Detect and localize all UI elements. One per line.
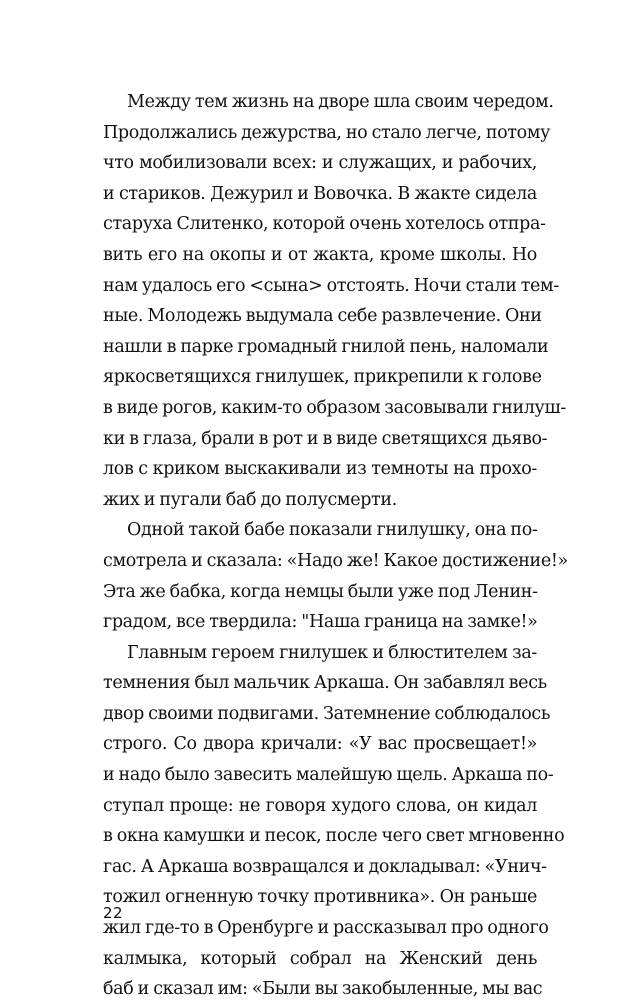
text-line: вить его на окопы и от жакта, кроме школы. Но bbox=[103, 244, 537, 265]
text-line: калмыка, который собрал на Женский день bbox=[103, 948, 537, 969]
text-line: и надо было завесить малейшую щель. Аркаша по- bbox=[103, 765, 554, 786]
page-number: 22 bbox=[103, 904, 124, 922]
text-line: жих и пугали баб до полусмерти. bbox=[103, 489, 397, 510]
text-line: Между тем жизнь на дворе шла своим чередом. bbox=[127, 92, 554, 112]
text-line: что мобилизовали всех: и служащих, и рабочих, bbox=[103, 153, 537, 174]
text-line: лов с криком выскакивали из темноты на прохо- bbox=[103, 459, 537, 480]
text-line: Одной такой бабе показали гнилушку, она по- bbox=[127, 520, 538, 541]
text-line: темнения был мальчик Аркаша. Он забавлял весь bbox=[103, 673, 547, 694]
text-line: старуха Слитенко, которой очень хотелось отпра- bbox=[103, 214, 546, 235]
body-text bbox=[103, 87, 568, 1005]
text-line: строго. Со двора кричали: «У вас просвещает!» bbox=[103, 734, 537, 755]
text-line: Продолжались дежурства, но стало легче, потому bbox=[103, 122, 551, 143]
text-line: градом, все твердила: "Наша граница на замке!» bbox=[103, 612, 538, 633]
text-line: ки в глаза, брали в рот и в виде светящихся дьяво- bbox=[103, 428, 548, 449]
text-line: ступал проще: не говоря худого слова, он кидал bbox=[103, 795, 537, 816]
text-line: Главным героем гнилушек и блюстителем за- bbox=[127, 642, 537, 663]
text-line: нашли в парке громадный гнилой пень, наломали bbox=[103, 336, 549, 357]
text-line: яркосветящихся гнилушек, прикрепили к голове bbox=[103, 367, 542, 388]
text-line: жил где-то в Оренбурге и рассказывал про одного bbox=[103, 918, 549, 939]
text-line: ные. Молодежь выдумала себе развлечение. Они bbox=[103, 306, 542, 327]
text-line: в окна камушки и песок, после чего свет мгновенно bbox=[103, 826, 565, 847]
text-line: баб и сказал им: «Были вы закобыленные, мы вас bbox=[103, 979, 543, 1000]
text-line: тожил огненную точку противника». Он раньше bbox=[103, 887, 537, 908]
text-line: двор своими подвигами. Затемнение соблюдалось bbox=[103, 703, 551, 724]
text-line: Эта же бабка, когда немцы были уже под Ленин- bbox=[103, 581, 538, 602]
text-line: и стариков. Дежурил и Вовочка. В жакте сидела bbox=[103, 183, 537, 204]
text-line: нам удалось его <сына> отстоять. Ночи стали тем- bbox=[103, 275, 559, 296]
text-line: гас. А Аркаша возвращался и докладывал: «Унич- bbox=[103, 856, 547, 877]
text-line: смотрела и сказала: «Надо же! Какое достижение!» bbox=[103, 550, 568, 571]
text-line: в виде рогов, каким-то образом засовывали гнилуш- bbox=[103, 397, 566, 418]
